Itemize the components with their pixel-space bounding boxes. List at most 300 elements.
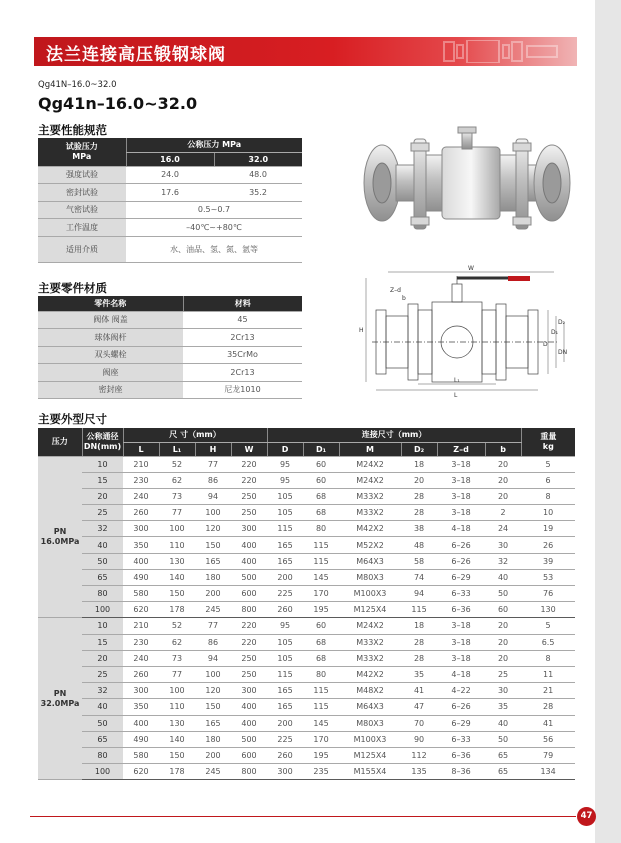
- dimensions-table: [38, 428, 575, 780]
- pressure-group-label: PN 32.0MPa: [38, 618, 82, 780]
- dim-cell: 130: [159, 715, 195, 731]
- dim-cell: 48: [401, 537, 437, 553]
- dim-col-head: D: [267, 442, 303, 456]
- model-code-small: Qg41N–16.0~32.0: [38, 80, 117, 90]
- table-row: [38, 650, 575, 666]
- dim-cell: 200: [267, 715, 303, 731]
- dn-cell: 50: [82, 553, 123, 569]
- dim-cell: 210: [123, 456, 159, 472]
- mat-material: 2Cr13: [183, 329, 302, 347]
- dim-cell: 11: [521, 666, 575, 682]
- dim-cell: 210: [123, 618, 159, 634]
- dn-cell: 100: [82, 764, 123, 780]
- drawing-label: b: [402, 295, 406, 302]
- dim-cell: 80: [303, 521, 339, 537]
- perf-cell: –40℃~+80℃: [126, 219, 302, 237]
- drawing-label: L: [454, 392, 458, 398]
- dim-cell: 6: [521, 472, 575, 488]
- dim-cell: 105: [267, 505, 303, 521]
- dim-cell: 3–18: [437, 488, 485, 504]
- dim-cell: 95: [267, 456, 303, 472]
- dim-cell: 50: [485, 731, 521, 747]
- dn-cell: 80: [82, 586, 123, 602]
- dim-cell: 60: [303, 472, 339, 488]
- mat-material: 2Cr13: [183, 364, 302, 382]
- valve-technical-drawing: [358, 262, 570, 398]
- dim-cell: 32: [485, 553, 521, 569]
- dn-cell: 100: [82, 602, 123, 618]
- mat-part: 球体阀杆: [38, 329, 183, 347]
- dim-cell: 240: [123, 650, 159, 666]
- dim-cell: 6–29: [437, 715, 485, 731]
- table-row: [38, 201, 302, 219]
- dim-cell: 240: [123, 488, 159, 504]
- dn-cell: 40: [82, 699, 123, 715]
- section-title-dimensions: 主要外型尺寸: [38, 412, 107, 426]
- dim-cell: 195: [303, 602, 339, 618]
- side-strip: [595, 0, 621, 843]
- dim-cell: 300: [123, 683, 159, 699]
- perf-row-label: 强度试验: [38, 166, 126, 184]
- dim-cell: 6–33: [437, 731, 485, 747]
- dim-cell: 200: [267, 569, 303, 585]
- dim-cell: 5: [521, 618, 575, 634]
- dim-cell: 165: [267, 537, 303, 553]
- dim-cell: 6–36: [437, 602, 485, 618]
- dim-cell: 47: [401, 699, 437, 715]
- dim-cell: 250: [231, 505, 267, 521]
- dim-cell: 52: [159, 456, 195, 472]
- dim-cell: 79: [521, 747, 575, 763]
- dim-cell: 20: [401, 472, 437, 488]
- dim-cell: 2: [485, 505, 521, 521]
- table-row: [38, 553, 575, 569]
- table-row: [38, 715, 575, 731]
- perf-head-nominal-pressure: 公称压力 MPa: [126, 138, 302, 152]
- dim-cell: 100: [159, 683, 195, 699]
- dim-cell: 3–18: [437, 634, 485, 650]
- dim-cell: 350: [123, 537, 159, 553]
- dim-cell: 28: [401, 505, 437, 521]
- mat-part: 密封座: [38, 381, 183, 399]
- dim-cell: 6.5: [521, 634, 575, 650]
- dim-cell: 20: [485, 472, 521, 488]
- dim-cell: 58: [401, 553, 437, 569]
- dim-cell: M33X2: [339, 488, 401, 504]
- dim-cell: M155X4: [339, 764, 401, 780]
- banner-valve-decoration-icon: [439, 40, 569, 63]
- dim-cell: 18: [401, 456, 437, 472]
- dim-cell: 100: [159, 521, 195, 537]
- dim-cell: M80X3: [339, 569, 401, 585]
- dim-cell: 800: [231, 602, 267, 618]
- dim-cell: M24X2: [339, 618, 401, 634]
- dim-cell: 120: [195, 521, 231, 537]
- materials-table: [38, 296, 302, 399]
- dn-cell: 65: [82, 731, 123, 747]
- dim-cell: 100: [195, 666, 231, 682]
- table-row: [38, 618, 575, 634]
- dim-cell: 140: [159, 569, 195, 585]
- dim-cell: M42X2: [339, 666, 401, 682]
- dim-cell: 86: [195, 634, 231, 650]
- perf-row-label: 密封试验: [38, 184, 126, 202]
- dim-cell: 25: [485, 666, 521, 682]
- table-row: [38, 747, 575, 763]
- dim-cell: 20: [485, 618, 521, 634]
- pressure-group-label: PN 16.0MPa: [38, 456, 82, 618]
- dim-cell: 30: [485, 537, 521, 553]
- dim-cell: 28: [521, 699, 575, 715]
- dim-cell: 77: [195, 618, 231, 634]
- dim-cell: 145: [303, 569, 339, 585]
- dim-cell: 400: [123, 715, 159, 731]
- dim-cell: 195: [303, 747, 339, 763]
- dim-cell: 260: [123, 666, 159, 682]
- dim-cell: 90: [401, 731, 437, 747]
- dn-cell: 25: [82, 666, 123, 682]
- dim-cell: 6–36: [437, 747, 485, 763]
- dim-cell: 40: [485, 715, 521, 731]
- dim-cell: 112: [401, 747, 437, 763]
- dim-cell: 40: [485, 569, 521, 585]
- dim-cell: 24: [485, 521, 521, 537]
- drawing-label: D: [543, 341, 548, 348]
- dim-cell: 95: [267, 618, 303, 634]
- dim-cell: 3–18: [437, 456, 485, 472]
- dim-cell: 230: [123, 472, 159, 488]
- perf-row-label: 气密试验: [38, 201, 126, 219]
- dim-head-dn: 公称通径 DN(mm): [82, 428, 123, 456]
- dim-cell: 180: [195, 569, 231, 585]
- dn-cell: 10: [82, 618, 123, 634]
- table-row: [38, 699, 575, 715]
- dim-cell: 178: [159, 764, 195, 780]
- dim-col-head: b: [485, 442, 521, 456]
- footer-line: [30, 816, 576, 817]
- dim-cell: 77: [195, 456, 231, 472]
- drawing-label: DN: [558, 349, 568, 356]
- dim-cell: 150: [159, 586, 195, 602]
- dim-cell: M33X2: [339, 505, 401, 521]
- perf-head-32: 32.0: [214, 152, 302, 166]
- table-row: [38, 764, 575, 780]
- dim-cell: 145: [303, 715, 339, 731]
- dim-cell: 600: [231, 586, 267, 602]
- dim-cell: 8: [521, 488, 575, 504]
- dim-cell: 165: [195, 553, 231, 569]
- table-row: [38, 364, 302, 382]
- mat-material: 尼龙1010: [183, 381, 302, 399]
- dim-cell: 400: [231, 715, 267, 731]
- dim-cell: 150: [195, 699, 231, 715]
- dn-cell: 15: [82, 634, 123, 650]
- dim-cell: 580: [123, 586, 159, 602]
- dim-cell: 500: [231, 731, 267, 747]
- dim-cell: 620: [123, 602, 159, 618]
- table-row: [38, 381, 302, 399]
- dim-cell: 110: [159, 699, 195, 715]
- perf-cell: 35.2: [214, 184, 302, 202]
- table-row: [38, 166, 302, 184]
- table-row: [38, 236, 302, 262]
- dim-col-head: M: [339, 442, 401, 456]
- dim-cell: 41: [401, 683, 437, 699]
- dim-cell: 10: [521, 505, 575, 521]
- dim-cell: 350: [123, 699, 159, 715]
- dim-cell: 65: [485, 764, 521, 780]
- dim-cell: 65: [485, 747, 521, 763]
- valve-photo-image: [356, 125, 573, 243]
- dim-head-size-group: 尺 寸（mm）: [123, 428, 267, 442]
- dim-cell: 130: [521, 602, 575, 618]
- dim-cell: 94: [195, 650, 231, 666]
- dim-cell: 6–33: [437, 586, 485, 602]
- dim-cell: 300: [231, 683, 267, 699]
- perf-cell: 17.6: [126, 184, 214, 202]
- dim-cell: 115: [303, 537, 339, 553]
- dim-cell: 300: [123, 521, 159, 537]
- dim-cell: M80X3: [339, 715, 401, 731]
- table-row: [38, 602, 575, 618]
- perf-row-label: 工作温度: [38, 219, 126, 237]
- dim-cell: 400: [123, 553, 159, 569]
- dim-cell: M125X4: [339, 602, 401, 618]
- dim-cell: 30: [485, 683, 521, 699]
- dim-col-head: W: [231, 442, 267, 456]
- dim-cell: 220: [231, 634, 267, 650]
- perf-cell: 48.0: [214, 166, 302, 184]
- dim-cell: 76: [521, 586, 575, 602]
- dim-cell: 170: [303, 731, 339, 747]
- dim-cell: 400: [231, 553, 267, 569]
- dim-cell: 165: [267, 683, 303, 699]
- dim-cell: 490: [123, 731, 159, 747]
- section-title-performance: 主要性能规范: [38, 123, 107, 137]
- page-number: 47: [577, 807, 596, 826]
- table-row: [38, 683, 575, 699]
- perf-cell: 0.5~0.7: [126, 201, 302, 219]
- dim-head-conn-group: 连接尺寸（mm）: [267, 428, 521, 442]
- dim-cell: 86: [195, 472, 231, 488]
- dim-cell: 28: [401, 488, 437, 504]
- mat-head-material: 材料: [183, 296, 302, 311]
- dim-cell: M64X3: [339, 699, 401, 715]
- dim-cell: 140: [159, 731, 195, 747]
- dim-cell: 3–18: [437, 618, 485, 634]
- dim-cell: 800: [231, 764, 267, 780]
- dim-cell: 62: [159, 472, 195, 488]
- dim-cell: 62: [159, 634, 195, 650]
- table-row: [38, 472, 575, 488]
- dim-cell: 580: [123, 747, 159, 763]
- dim-cell: 19: [521, 521, 575, 537]
- dim-cell: 120: [195, 683, 231, 699]
- dim-cell: 135: [401, 764, 437, 780]
- dim-cell: 230: [123, 634, 159, 650]
- dn-cell: 25: [82, 505, 123, 521]
- dim-cell: 3–18: [437, 505, 485, 521]
- dim-cell: 235: [303, 764, 339, 780]
- dim-cell: 8: [521, 650, 575, 666]
- dim-cell: 60: [303, 456, 339, 472]
- dim-cell: 28: [401, 650, 437, 666]
- drawing-label: H: [359, 327, 364, 334]
- dim-cell: 74: [401, 569, 437, 585]
- dim-cell: 105: [267, 634, 303, 650]
- dim-cell: 250: [231, 650, 267, 666]
- dim-cell: 400: [231, 699, 267, 715]
- dim-cell: 220: [231, 456, 267, 472]
- dim-cell: M24X2: [339, 456, 401, 472]
- dim-cell: 620: [123, 764, 159, 780]
- dim-cell: 178: [159, 602, 195, 618]
- dim-col-head: D₂: [401, 442, 437, 456]
- dim-cell: 400: [231, 537, 267, 553]
- dim-cell: M100X3: [339, 731, 401, 747]
- perf-head-16: 16.0: [126, 152, 214, 166]
- dim-cell: 150: [159, 747, 195, 763]
- dim-cell: 77: [159, 505, 195, 521]
- dim-cell: 250: [231, 666, 267, 682]
- dim-cell: 26: [521, 537, 575, 553]
- dim-cell: 38: [401, 521, 437, 537]
- drawing-label: L₁: [454, 377, 460, 384]
- table-row: [38, 184, 302, 202]
- table-row: [38, 219, 302, 237]
- drawing-label: D₂: [558, 319, 566, 326]
- dim-cell: 4–22: [437, 683, 485, 699]
- dim-cell: 245: [195, 602, 231, 618]
- dim-cell: 180: [195, 731, 231, 747]
- drawing-label: Z–d: [390, 287, 401, 294]
- dn-cell: 32: [82, 521, 123, 537]
- dim-cell: M100X3: [339, 586, 401, 602]
- performance-table: [38, 138, 302, 263]
- dim-cell: 300: [267, 764, 303, 780]
- dim-cell: 73: [159, 488, 195, 504]
- dim-cell: 60: [303, 618, 339, 634]
- dim-cell: 150: [195, 537, 231, 553]
- dim-cell: 500: [231, 569, 267, 585]
- dim-col-head: H: [195, 442, 231, 456]
- dim-cell: 600: [231, 747, 267, 763]
- dim-cell: 165: [267, 699, 303, 715]
- dim-cell: 300: [231, 521, 267, 537]
- dim-cell: 260: [267, 602, 303, 618]
- mat-part: 双头螺栓: [38, 346, 183, 364]
- dim-cell: 6–29: [437, 569, 485, 585]
- dim-cell: 73: [159, 650, 195, 666]
- dim-cell: 170: [303, 586, 339, 602]
- dim-cell: 115: [267, 666, 303, 682]
- dim-cell: 20: [485, 634, 521, 650]
- dim-cell: 56: [521, 731, 575, 747]
- dn-cell: 40: [82, 537, 123, 553]
- dim-cell: 260: [123, 505, 159, 521]
- dim-cell: 250: [231, 488, 267, 504]
- dim-cell: 3–18: [437, 650, 485, 666]
- mat-part: 阀体 阀盖: [38, 311, 183, 329]
- dim-head-weight: 重量 kg: [521, 428, 575, 456]
- dim-cell: 115: [401, 602, 437, 618]
- dim-cell: 70: [401, 715, 437, 731]
- dim-cell: 21: [521, 683, 575, 699]
- dim-cell: 52: [159, 618, 195, 634]
- dim-cell: 68: [303, 488, 339, 504]
- dim-cell: 95: [267, 472, 303, 488]
- dim-cell: 260: [267, 747, 303, 763]
- dim-cell: 77: [159, 666, 195, 682]
- dim-cell: 165: [267, 553, 303, 569]
- table-row: [38, 731, 575, 747]
- dn-cell: 20: [82, 488, 123, 504]
- dim-cell: 225: [267, 731, 303, 747]
- dim-cell: 60: [485, 602, 521, 618]
- dim-cell: M24X2: [339, 472, 401, 488]
- table-row: [38, 569, 575, 585]
- dim-cell: M64X3: [339, 553, 401, 569]
- dim-cell: 115: [303, 553, 339, 569]
- dim-cell: 110: [159, 537, 195, 553]
- dim-cell: 20: [485, 650, 521, 666]
- dim-cell: 100: [195, 505, 231, 521]
- dim-cell: 8–36: [437, 764, 485, 780]
- dn-cell: 10: [82, 456, 123, 472]
- table-row: [38, 488, 575, 504]
- perf-cell: 水、油品、氢、氮、氩等: [126, 236, 302, 262]
- dim-cell: 80: [303, 666, 339, 682]
- dim-cell: 39: [521, 553, 575, 569]
- table-row: [38, 666, 575, 682]
- table-row: [38, 346, 302, 364]
- dim-cell: 94: [195, 488, 231, 504]
- section-title-materials: 主要零件材质: [38, 281, 107, 295]
- page-title: 法兰连接高压锻钢球阀: [46, 45, 226, 65]
- table-row: [38, 586, 575, 602]
- dim-cell: 28: [401, 634, 437, 650]
- dim-col-head: L: [123, 442, 159, 456]
- dim-cell: 220: [231, 472, 267, 488]
- table-row: [38, 505, 575, 521]
- dim-cell: 6–26: [437, 537, 485, 553]
- dim-cell: 200: [195, 586, 231, 602]
- dim-cell: 115: [267, 521, 303, 537]
- dim-cell: 165: [195, 715, 231, 731]
- dim-col-head: D₁: [303, 442, 339, 456]
- dim-cell: M125X4: [339, 747, 401, 763]
- dim-cell: 130: [159, 553, 195, 569]
- dn-cell: 80: [82, 747, 123, 763]
- dim-cell: 225: [267, 586, 303, 602]
- dim-cell: 20: [485, 456, 521, 472]
- dim-cell: 18: [401, 618, 437, 634]
- dim-cell: 6–26: [437, 699, 485, 715]
- dim-cell: 50: [485, 586, 521, 602]
- dim-col-head: L₁: [159, 442, 195, 456]
- dim-col-head: Z–d: [437, 442, 485, 456]
- dn-cell: 50: [82, 715, 123, 731]
- drawing-label: W: [468, 265, 474, 272]
- dim-cell: M48X2: [339, 683, 401, 699]
- drawing-label: D₁: [551, 329, 559, 336]
- dim-cell: 20: [485, 488, 521, 504]
- dim-cell: M52X2: [339, 537, 401, 553]
- dn-cell: 15: [82, 472, 123, 488]
- dim-cell: 105: [267, 650, 303, 666]
- mat-material: 45: [183, 311, 302, 329]
- dim-cell: 490: [123, 569, 159, 585]
